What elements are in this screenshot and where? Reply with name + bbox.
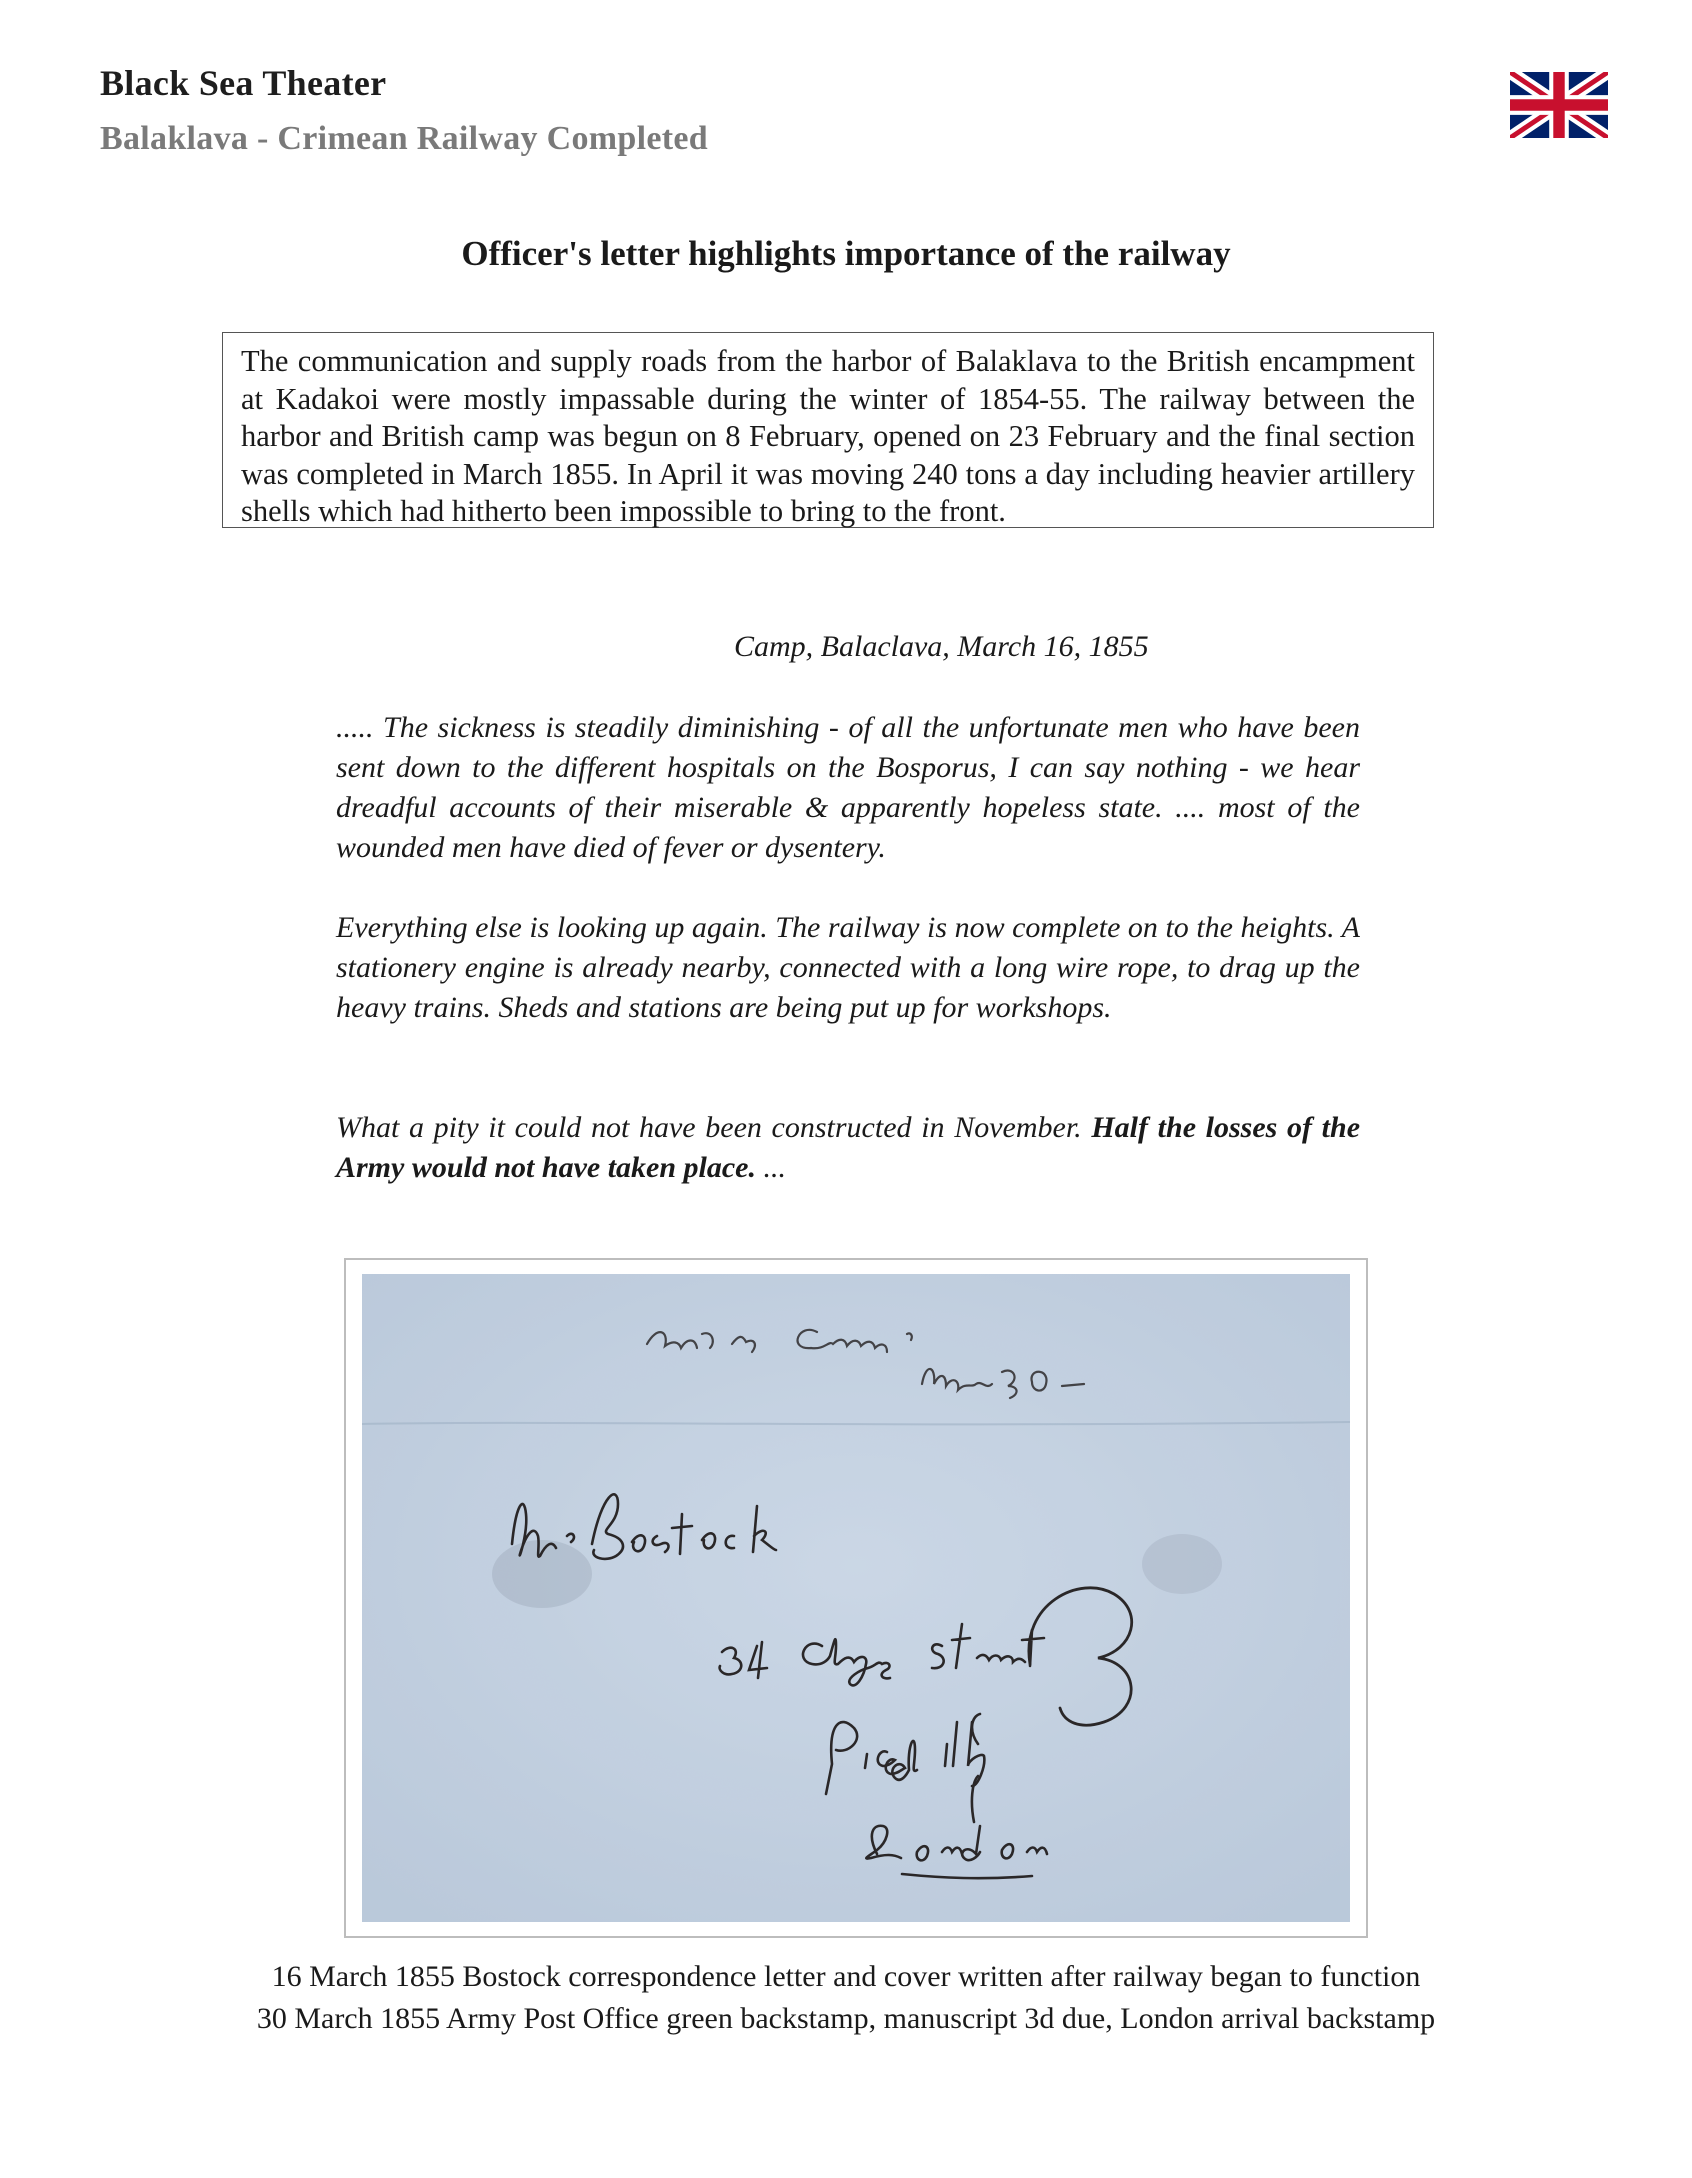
union-jack-flag-icon xyxy=(1510,72,1608,138)
envelope-cover-image xyxy=(362,1274,1350,1922)
letter-emphasis: Half the losses of the Army would not have taken place. xyxy=(336,1111,1361,1184)
letter-paragraph: ..... The sickness is steadily diminishing - of all the unfortunate men who have been sent down to the different hospitals on the Bosporus, I can say nothing - we hear dreadful accounts of their miserable & apparently hopeless state. .... most of the wounded men have died of fever or dysentery. xyxy=(336,711,1360,864)
letter-text: What a pity it could not have been constructed in November. xyxy=(336,1111,1092,1144)
intro-box xyxy=(222,332,1434,528)
page-subtitle: Balaklava - Crimean Railway Completed xyxy=(100,120,708,157)
intro-text: The communication and supply roads from the harbor of Balaklava to the British encampment at Kadakoi were mostly impassable during the winter of 1854-55. The railway between the harbor and British camp was begun on 8 February, opened on 23 February and the final section was completed in March 1855. In April it was moving 240 tons a day including heavier artillery shells which had hitherto been impossible to bring to the front. xyxy=(241,344,1415,528)
letter-text: ... xyxy=(756,1151,786,1184)
page-title: Black Sea Theater xyxy=(100,63,387,103)
caption-line: 30 March 1855 Army Post Office green backstamp, manuscript 3d due, London arrival backstamp xyxy=(256,2002,1436,2035)
caption-line: 16 March 1855 Bostock correspondence letter and cover written after railway began to function xyxy=(271,1960,1421,1993)
section-heading: Officer's letter highlights importance of the railway xyxy=(461,234,1231,273)
letter-paragraph: Everything else is looking up again. The railway is now complete on to the heights. A stationery engine is already nearby, connected with a long wire rope, to drag up the heavy trains. Sheds and stations are being put up for workshops. xyxy=(336,911,1360,1024)
letter-paragraph xyxy=(336,1108,1360,1188)
letter-dateline: Camp, Balaclava, March 16, 1855 xyxy=(734,630,1149,663)
